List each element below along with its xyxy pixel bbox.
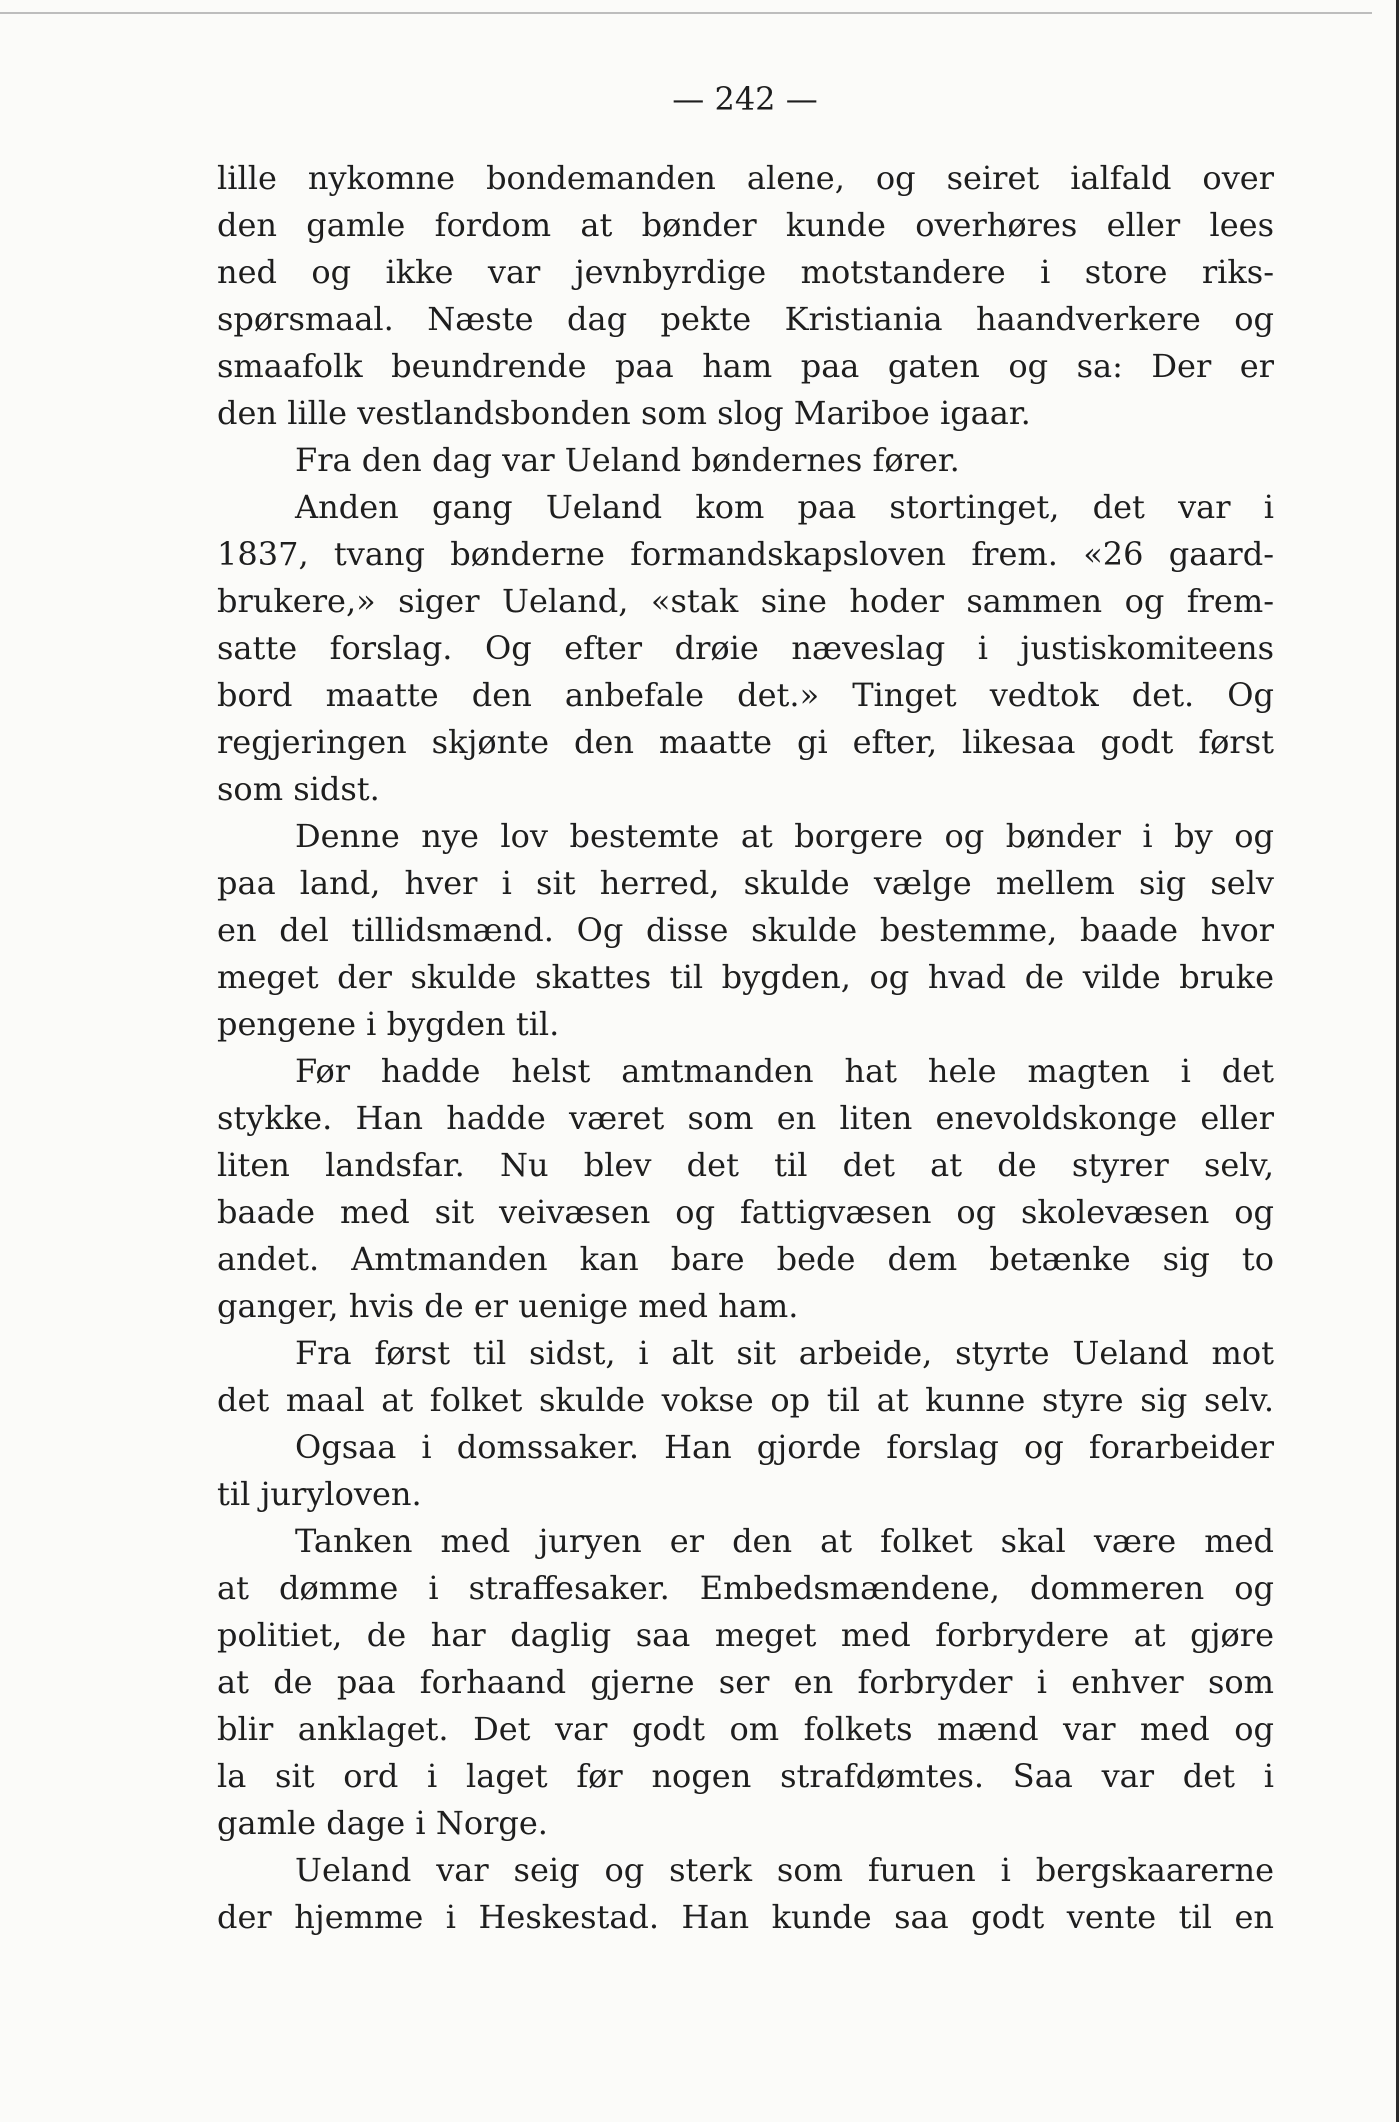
- text-line: 1837, tvang bønderne formandskapsloven frem. «26 gaard-: [217, 535, 1274, 573]
- text-line: som sidst.: [217, 770, 380, 808]
- text-line: den lille vestlandsbonden som slog Mariboe igaar.: [217, 394, 1031, 432]
- text-line: blir anklaget. Det var godt om folkets mænd var med og: [217, 1710, 1274, 1748]
- text-line: Denne nye lov bestemte at borgere og bønder i by og: [295, 817, 1274, 855]
- text-line: en del tillidsmænd. Og disse skulde bestemme, baade hvor: [217, 911, 1274, 949]
- text-line: baade med sit veivæsen og fattigvæsen og skolevæsen og: [217, 1193, 1274, 1231]
- text-line: spørsmaal. Næste dag pekte Kristiania haandverkere og: [217, 300, 1274, 338]
- text-line: at de paa forhaand gjerne ser en forbryder i enhver som: [217, 1663, 1274, 1701]
- text-line: meget der skulde skattes til bygden, og hvad de vilde bruke: [217, 958, 1274, 996]
- text-line: stykke. Han hadde været som en liten enevoldskonge eller: [217, 1099, 1274, 1137]
- text-line: regjeringen skjønte den maatte gi efter, likesaa godt først: [217, 723, 1274, 761]
- text-line: til juryloven.: [217, 1475, 422, 1513]
- scan-edge-right: [1396, 0, 1399, 2122]
- text-line: Anden gang Ueland kom paa stortinget, det var i: [295, 488, 1274, 526]
- text-line: paa land, hver i sit herred, skulde vælge mellem sig selv: [217, 864, 1274, 902]
- text-line: andet. Amtmanden kan bare bede dem betænke sig to: [217, 1240, 1274, 1278]
- text-line: Fra først til sidst, i alt sit arbeide, styrte Ueland mot: [295, 1334, 1274, 1372]
- text-line: politiet, de har daglig saa meget med forbrydere at gjøre: [217, 1616, 1274, 1654]
- text-line: satte forslag. Og efter drøie næveslag i justiskomiteens: [217, 629, 1274, 667]
- text-line: pengene i bygden til.: [217, 1005, 560, 1043]
- text-line: lille nykomne bondemanden alene, og seiret ialfald over: [217, 159, 1274, 197]
- text-line: Tanken med juryen er den at folket skal være med: [295, 1522, 1274, 1560]
- text-line: Før hadde helst amtmanden hat hele magten i det: [295, 1052, 1274, 1090]
- text-line: la sit ord i laget før nogen strafdømtes. Saa var det i: [217, 1757, 1274, 1795]
- text-line: ned og ikke var jevnbyrdige motstandere i store riks-: [217, 253, 1274, 291]
- text-line: gamle dage i Norge.: [217, 1804, 548, 1842]
- text-line: at dømme i straffesaker. Embedsmændene, dommeren og: [217, 1569, 1274, 1607]
- text-line: bord maatte den anbefale det.» Tinget vedtok det. Og: [217, 676, 1274, 714]
- page-number: — 242 —: [672, 80, 818, 118]
- text-line: Ueland var seig og sterk som furuen i bergskaarerne: [295, 1851, 1274, 1889]
- body-text: [217, 155, 1274, 1941]
- text-line: Fra den dag var Ueland bøndernes fører.: [295, 441, 960, 479]
- text-line: ganger, hvis de er uenige med ham.: [217, 1287, 799, 1325]
- text-line: der hjemme i Heskestad. Han kunde saa godt vente til en: [217, 1898, 1274, 1936]
- text-line: smaafolk beundrende paa ham paa gaten og sa: Der er: [217, 347, 1274, 385]
- text-line: det maal at folket skulde vokse op til at kunne styre sig selv.: [217, 1381, 1274, 1419]
- text-line: den gamle fordom at bønder kunde overhøres eller lees: [217, 206, 1274, 244]
- text-line: Ogsaa i domssaker. Han gjorde forslag og forarbeider: [295, 1428, 1274, 1466]
- text-line: liten landsfar. Nu blev det til det at de styrer selv,: [217, 1146, 1274, 1184]
- text-line: brukere,» siger Ueland, «stak sine hoder sammen og frem-: [217, 582, 1274, 620]
- scan-edge-top: [0, 12, 1372, 14]
